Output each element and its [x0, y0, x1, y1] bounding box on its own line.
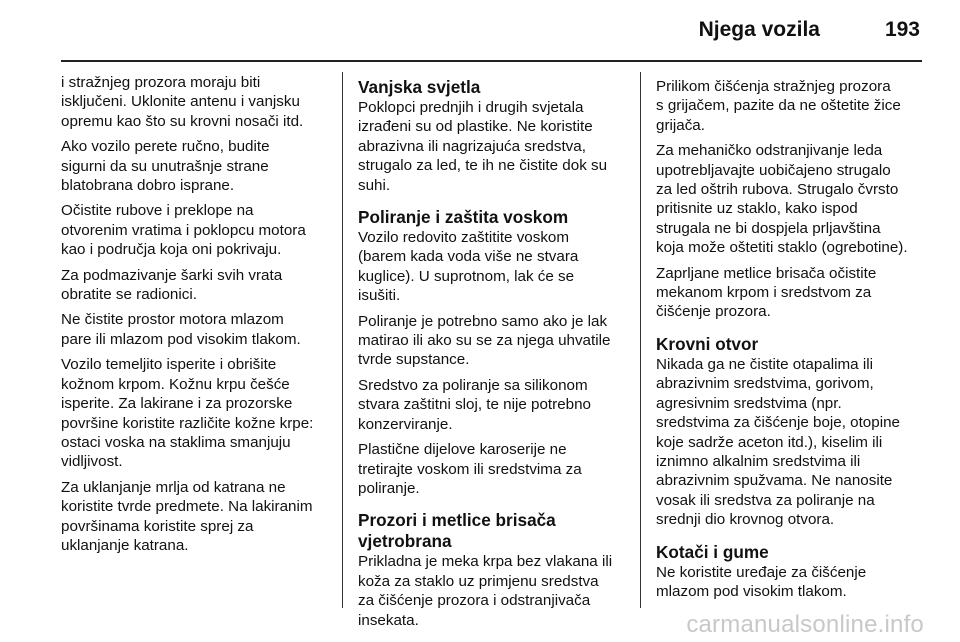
page-number: 193	[884, 18, 920, 41]
paragraph: Ako vozilo perete ručno, budite sigurni da su unutrašnje strane blatobrana dobro isprane.	[61, 138, 270, 195]
column-divider	[640, 72, 641, 608]
paragraph: Ne koristite uređaje za čišćenje mlazom pod visokim tlakom.	[656, 563, 867, 600]
paragraph: Sredstvo za poliranje sa silikonom stvara zaštitni sloj, te nije potrebno konzerviranje.	[358, 376, 591, 433]
heading-windows-wipers: Prozori i metlice brisača vjetrobrana	[358, 510, 556, 552]
heading-polishing-waxing: Poliranje i zaštita voskom	[358, 207, 569, 228]
paragraph: Poklopci prednjih i drugih svjetala izrađeni su od plastike. Ne koristite abrazivna ili nagrizajuća sredstva, strugalo za led, te ih ne čistite dok su suhi.	[358, 99, 608, 194]
paragraph: Nikada ga ne čistite otapalima ili abrazivnim sredstvima, gorivom, agresivnim sredstvima (npr. sredstvima za čišćenje boje, otopine koje sadrže aceton itd.), kiselim ili iznimno alkalnim sredstvima ili abrazivnim spužvama. Ne nanosite vosak ili sredstva za poliranje na srednji dio krovnog otvora.	[656, 355, 900, 529]
heading-wheels-tyres: Kotači i gume	[656, 541, 769, 562]
paragraph: Prikladna je meka krpa bez vlakana ili koža za staklo uz primjenu sredstva za čišćenje prozora i odstranjivača insekata.	[358, 553, 613, 629]
column-3	[656, 77, 931, 607]
paragraph: i stražnjeg prozora moraju biti isključeni. Uklonite antenu i vanjsku opremu kao što su krovni nosači itd.	[61, 74, 304, 130]
paragraph: Zaprljane metlice brisača očistite mekanom krpom i sredstvom za čišćenje prozora.	[656, 264, 877, 321]
paragraph: Za mehaničko odstranjivanje leda upotrebljavajte uobičajeno strugalo za led oštrih rubova. Strugalo čvrsto pritisnite uz staklo, kako ispod strugala ne bi dospjela prljavština koja može oštetiti staklo (ogrebotine).	[656, 142, 908, 257]
heading-exterior-lights: Vanjska svjetla	[358, 77, 481, 97]
paragraph: Plastične dijelove karoserije ne tretirajte voskom ili sredstvima za poliranje.	[358, 441, 582, 497]
section-title: Njega vozila	[698, 18, 820, 41]
paragraph: Prilikom čišćenja stražnjeg prozora s grijačem, pazite da ne oštetite žice grijača.	[656, 78, 901, 134]
paragraph: Očistite rubove i preklope na otvorenim vratima i poklopcu motora kao i područja koja oni pokrivaju.	[61, 202, 306, 259]
watermark: carmanualsonline.info	[686, 611, 924, 638]
column-divider	[342, 72, 343, 608]
header-rule	[61, 60, 922, 62]
paragraph: Vozilo redovito zaštitite voskom (barem kada voda više ne stvara kuglice). U suprotnom, lak će se isušiti.	[358, 229, 579, 305]
paragraph: Ne čistite prostor motora mlazom pare ili mlazom pod visokim tlakom.	[61, 311, 301, 348]
heading-sunroof: Krovni otvor	[656, 333, 759, 354]
column-2	[358, 77, 628, 636]
paragraph: Poliranje je potrebno samo ako je lak matirao ili ako su se za njega uhvatile tvrde supstance.	[358, 312, 611, 369]
paragraph: Za uklanjanje mrlja od katrana ne koristite tvrde predmete. Na lakiranim površinama koristite sprej za uklanjanje katrana.	[61, 478, 313, 554]
paragraph: Vozilo temeljito isperite i obrišite kožnom krpom. Kožnu krpu češće isperite. Za lakirane i za prozorske površine koristite različite kožne krpe: ostaci voska na staklima smanjuju vidljivost.	[61, 356, 314, 471]
paragraph: Za podmazivanje šarki svih vrata obratite se radionici.	[61, 266, 283, 304]
column-1	[61, 73, 336, 561]
